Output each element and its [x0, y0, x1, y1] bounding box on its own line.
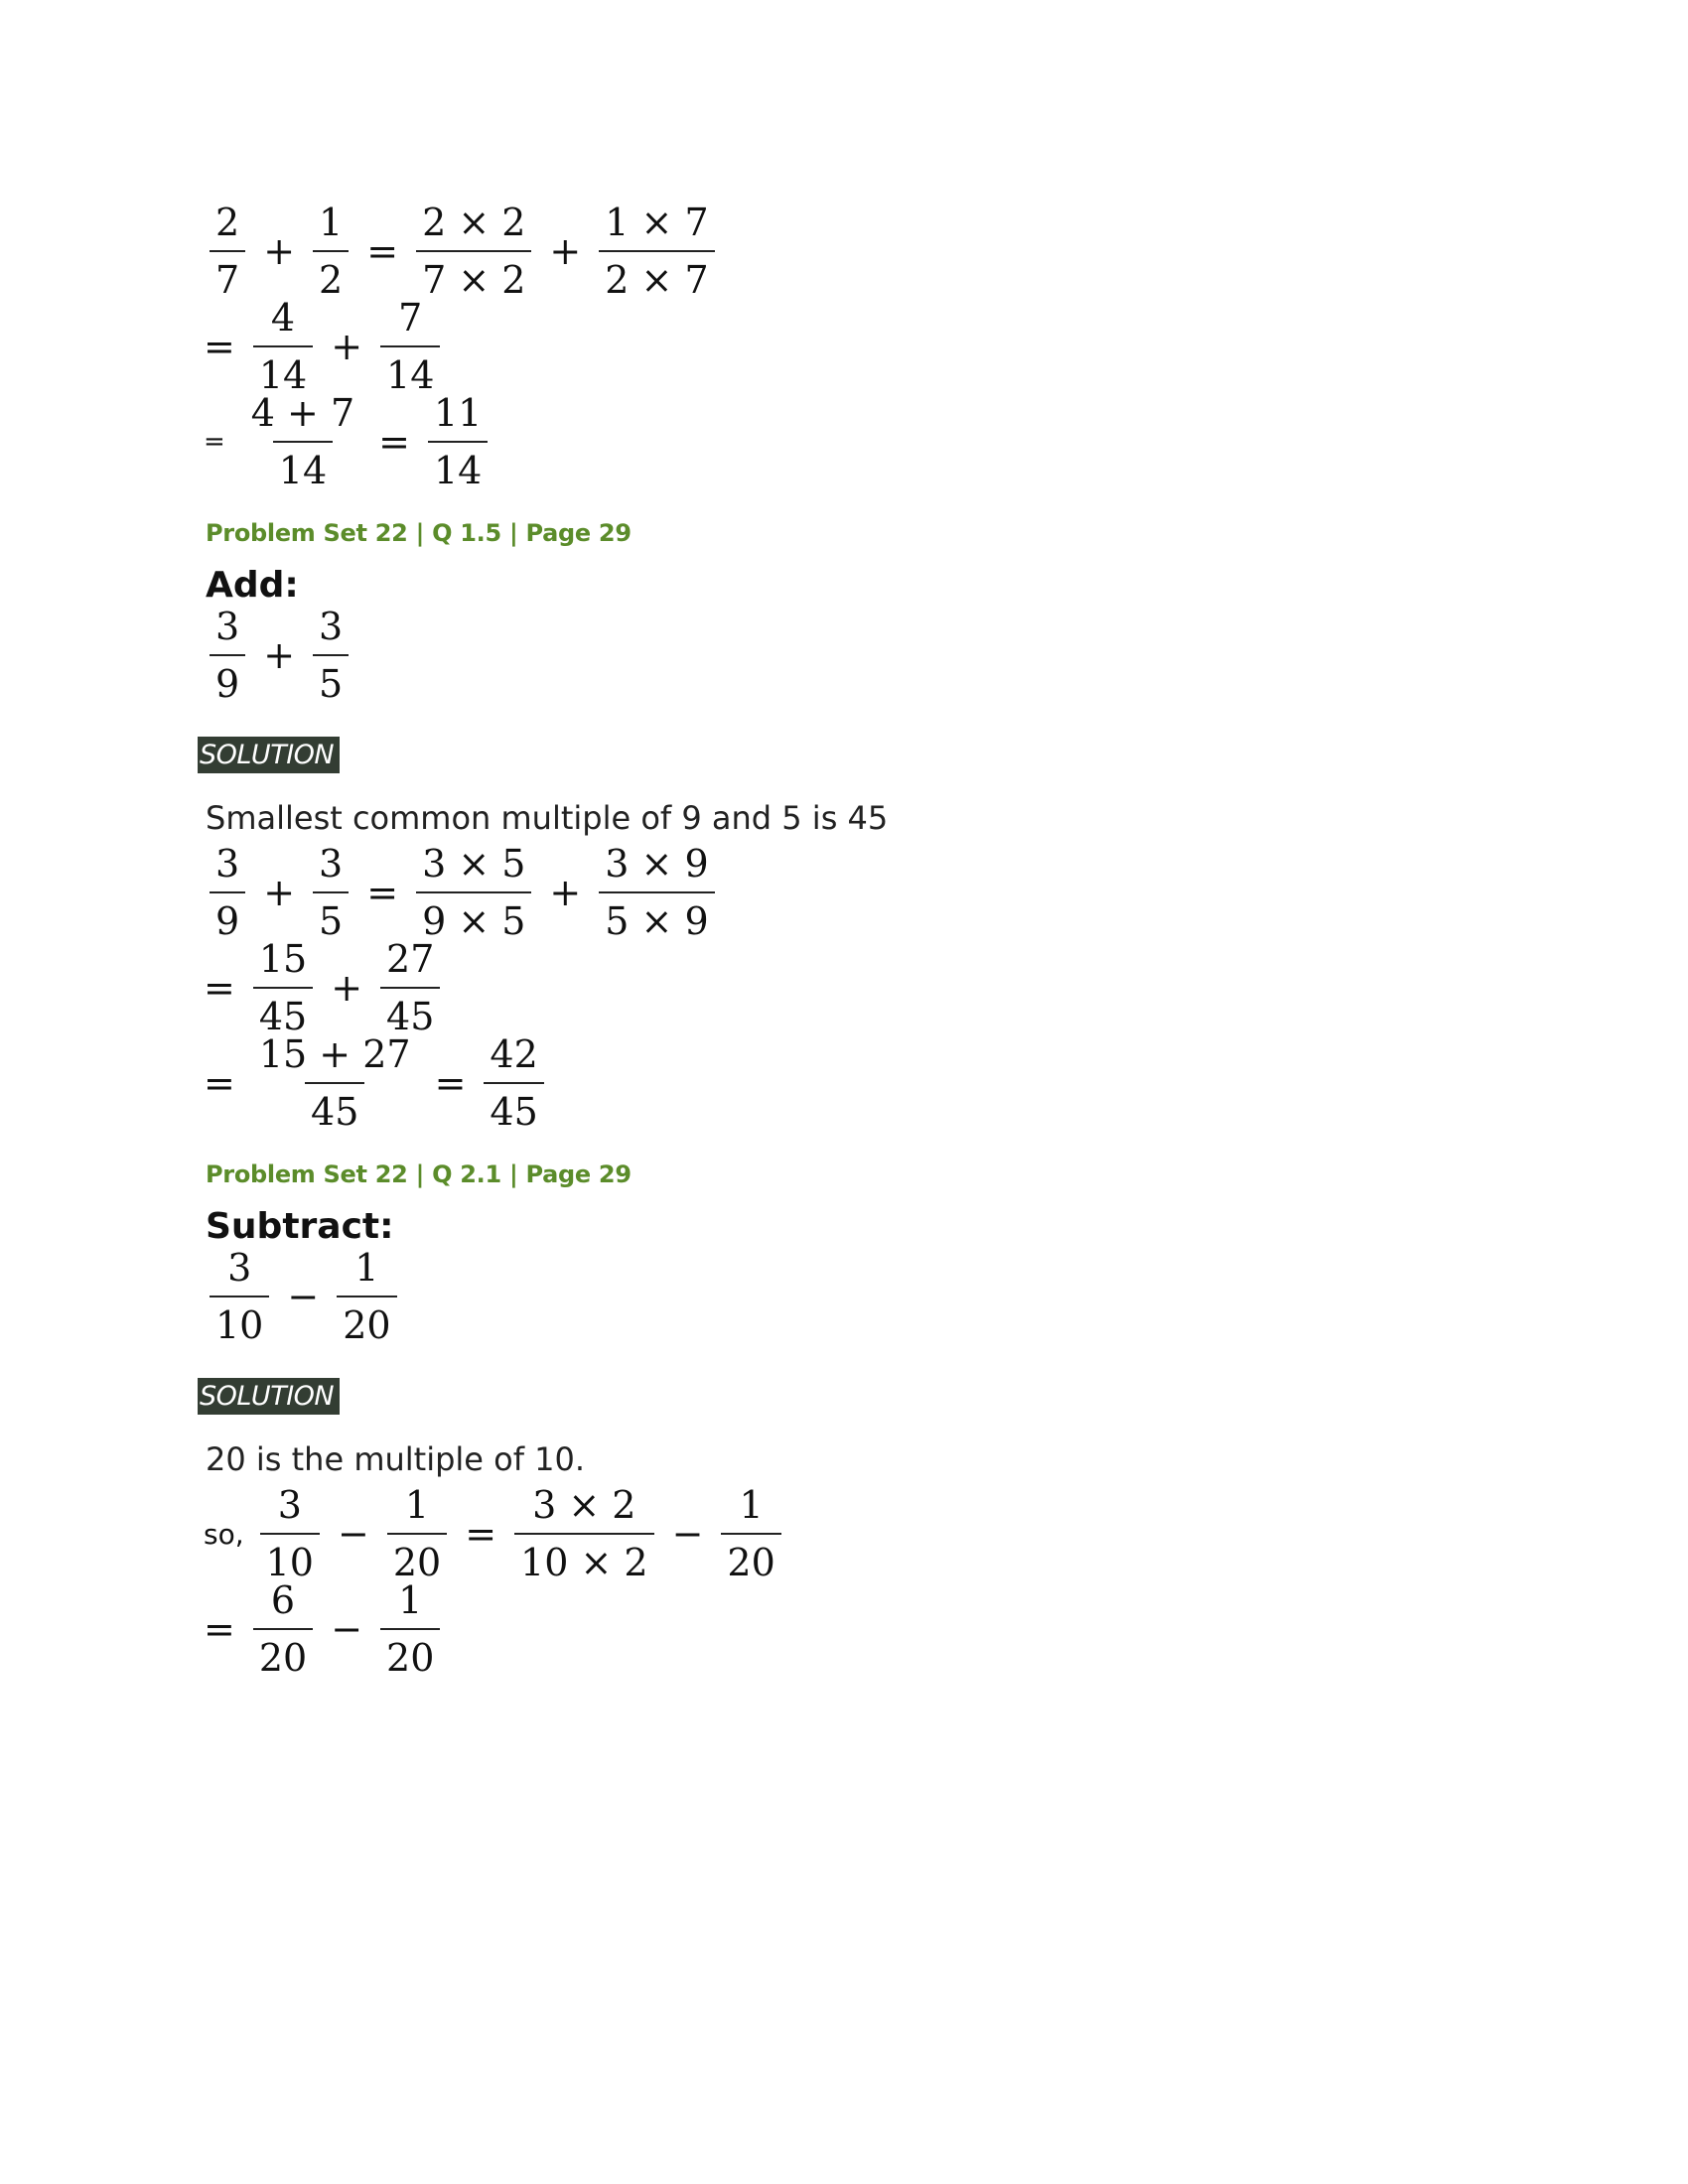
equation-line-2 — [204, 296, 1494, 397]
fraction: $\frac{1}{20}$ — [380, 1578, 440, 1680]
fraction: $\frac{3}{9}$ — [210, 605, 245, 706]
solution-badge: SOLUTION — [198, 737, 340, 773]
fraction: $\frac{6}{20}$ — [253, 1578, 313, 1680]
prefix-text: so, — [204, 1517, 244, 1551]
problem-reference-link[interactable]: Problem Set 22 | Q 2.1 | Page 29 — [206, 1160, 632, 1188]
question-heading: Subtract: — [206, 1206, 394, 1247]
operator: + — [263, 871, 296, 914]
operator: + — [549, 229, 582, 273]
equation-line-1 — [204, 842, 1494, 943]
operator: − — [337, 1512, 369, 1556]
fraction: $\frac{3}{5}$ — [313, 842, 349, 943]
fraction: $\frac{15}{45}$ — [253, 937, 313, 1038]
equals-sign: = — [204, 1061, 235, 1105]
operator: + — [331, 966, 363, 1010]
fraction: $\frac{3 \times 2}{10 \times 2}$ — [514, 1483, 654, 1584]
equation-line-1 — [204, 1483, 1494, 1584]
operator: + — [263, 229, 296, 273]
equals-sign: = — [366, 871, 399, 914]
fraction: $\frac{3}{5}$ — [313, 605, 349, 706]
equation-line-2 — [204, 937, 1494, 1038]
fraction: $\frac{3}{10}$ — [260, 1483, 320, 1584]
problem-reference-link[interactable]: Problem Set 22 | Q 1.5 | Page 29 — [206, 519, 632, 547]
fraction: $\frac{15 + 27}{45}$ — [258, 1032, 411, 1134]
fraction: $\frac{3}{9}$ — [210, 842, 245, 943]
question-expression — [204, 605, 1494, 706]
fraction: $\frac{7}{14}$ — [380, 296, 440, 397]
equals-sign: = — [204, 966, 235, 1010]
operator: − — [287, 1275, 320, 1318]
equation-line-1 — [204, 201, 1494, 302]
fraction: $\frac{2 \times 2}{7 \times 2}$ — [416, 201, 531, 302]
fraction: $\frac{4 + 7}{14}$ — [250, 391, 355, 492]
fraction: $\frac{1}{20}$ — [337, 1246, 396, 1347]
equals-sign: = — [378, 420, 410, 464]
operator: + — [549, 871, 582, 914]
equation-line-3 — [204, 1032, 1494, 1134]
equals-sign: = — [204, 325, 235, 368]
solution-text: 20 is the multiple of 10. — [206, 1440, 586, 1478]
equation-line-3 — [204, 391, 1494, 492]
fraction: $\frac{1}{20}$ — [387, 1483, 447, 1584]
equals-sign: = — [204, 1607, 235, 1651]
fraction: $\frac{1}{20}$ — [721, 1483, 780, 1584]
solution-text: Smallest common multiple of 9 and 5 is 45 — [206, 799, 889, 837]
equals-sign: = — [366, 229, 399, 273]
equals-sign: = — [434, 1061, 467, 1105]
fraction: $\frac{42}{45}$ — [484, 1032, 543, 1134]
solution-badge: SOLUTION — [198, 1378, 340, 1415]
fraction: $\frac{27}{45}$ — [380, 937, 440, 1038]
equation-line-2 — [204, 1578, 1494, 1680]
fraction: $\frac{2}{7}$ — [210, 201, 245, 302]
operator: + — [331, 325, 363, 368]
fraction: $\frac{11}{14}$ — [428, 391, 488, 492]
fraction: $\frac{4}{14}$ — [253, 296, 313, 397]
equals-sign: = — [465, 1512, 497, 1556]
fraction: $\frac{3}{10}$ — [210, 1246, 269, 1347]
document-page — [200, 201, 1494, 1680]
fraction: $\frac{1 \times 7}{2 \times 7}$ — [599, 201, 714, 302]
fraction: $\frac{1}{2}$ — [313, 201, 349, 302]
operator: − — [671, 1512, 704, 1556]
fraction: $\frac{3 \times 5}{9 \times 5}$ — [416, 842, 531, 943]
question-expression — [204, 1246, 1494, 1347]
operator: + — [263, 633, 296, 677]
operator: − — [331, 1607, 363, 1651]
question-heading: Add: — [206, 565, 299, 606]
fraction: $\frac{3 \times 9}{5 \times 9}$ — [599, 842, 714, 943]
equals-sign: = — [204, 427, 225, 457]
